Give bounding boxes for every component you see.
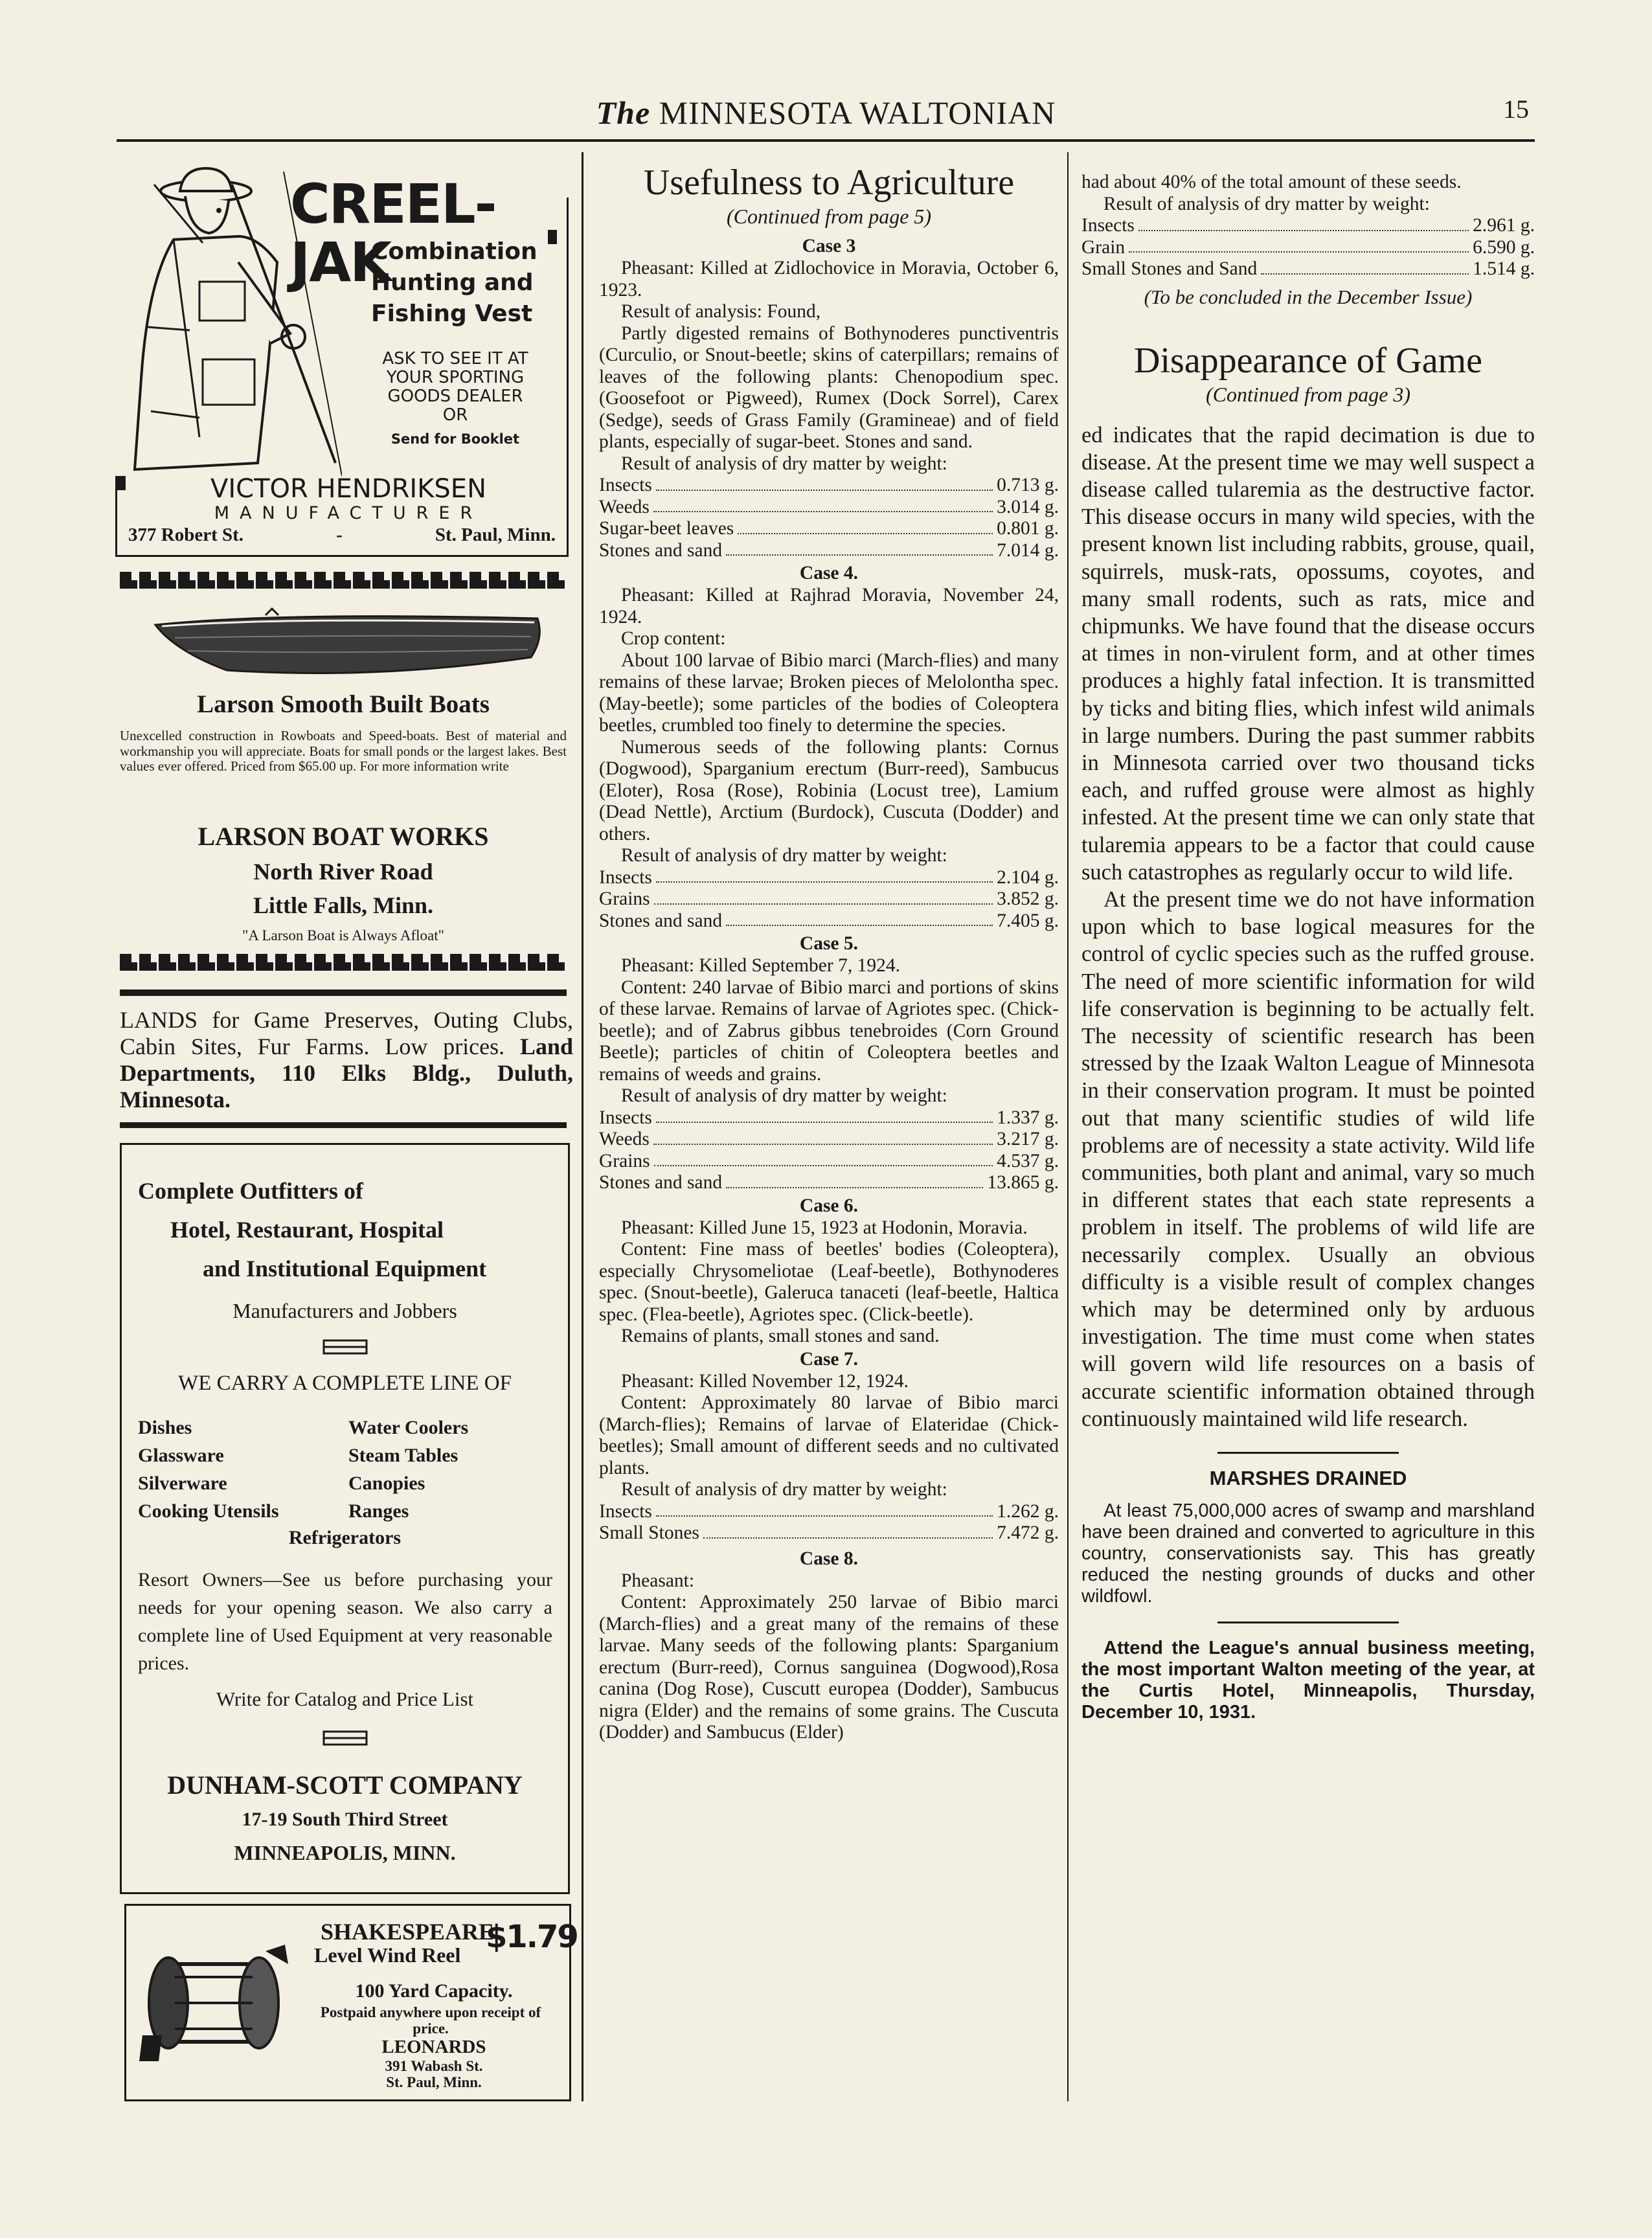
leader-dots	[656, 1501, 993, 1517]
analysis-row	[599, 540, 1059, 562]
analysis-row	[599, 497, 1059, 519]
article-title: Usefulness to Agriculture	[643, 163, 1015, 203]
case-heading: Case 8.	[799, 1548, 859, 1569]
reel-street: 391 Wabash St.	[385, 2058, 483, 2074]
lands-ad	[120, 1007, 573, 1113]
analysis-row	[599, 1107, 1059, 1129]
continued-note: (Continued from page 5)	[726, 205, 932, 228]
row-label: Weeds	[599, 496, 650, 517]
tagline-line: Fishing Vest	[371, 300, 533, 327]
creel-address-dash: -	[336, 525, 343, 545]
paragraph: Result of analysis of dry matter by weight:	[621, 1085, 947, 1106]
leader-dots	[1129, 237, 1469, 253]
reel-model: Level Wind Reel	[314, 1943, 461, 1967]
row-label: Insects	[599, 1500, 652, 1522]
dunham-line1: Complete Outfitters of	[138, 1178, 363, 1204]
masthead-prefix: The	[596, 95, 651, 131]
paragraph: Pheasant:	[621, 1570, 695, 1591]
analysis-row	[1081, 215, 1535, 237]
creel-jak-tagline	[371, 236, 539, 330]
paragraph: Result of analysis of dry matter by weight:	[1103, 193, 1430, 214]
dunham-line3: and Institutional Equipment	[203, 1256, 487, 1282]
concluded-note: (To be concluded in the December Issue)	[1144, 285, 1473, 308]
item: Water Coolers	[348, 1417, 469, 1438]
paragraph: Result of analysis of dry matter by weight:	[621, 1479, 947, 1500]
analysis-row	[1081, 237, 1535, 259]
analysis-row	[599, 475, 1059, 497]
item: Canopies	[348, 1473, 425, 1494]
paragraph: About 100 larvae of Bibio marci (March-flies) and many remains of these larvae; Broken pieces of Melolontha spec. (May-beetle); some particles of the bodies of Coleoptera beetles, crumbled too finely to determine the species.	[599, 650, 1059, 736]
item: Refrigerators	[288, 1527, 402, 1548]
paragraph: had about 40% of the total amount of these seeds.	[1081, 172, 1462, 192]
ask-line: OR	[442, 405, 468, 425]
ask-line: ASK TO SEE IT AT	[382, 349, 528, 368]
analysis-row	[599, 910, 1059, 932]
row-label: Insects	[1081, 215, 1135, 236]
tagline-line: Combination	[371, 238, 537, 265]
ornament-icon	[322, 1729, 368, 1747]
row-value: 3.217 g.	[997, 1129, 1059, 1149]
creel-jak-role: MANUFACTURER	[214, 503, 483, 523]
analysis-row	[599, 888, 1059, 910]
leader-dots	[654, 1151, 993, 1167]
masthead	[0, 94, 1652, 131]
creel-jak-brand: CREEL-JAK	[290, 172, 496, 294]
page-number: 15	[1503, 95, 1529, 124]
item: Cooking Utensils	[138, 1500, 279, 1522]
row-value: 7.405 g.	[997, 910, 1059, 931]
case-heading: Case 7.	[799, 1348, 859, 1370]
ad-border-bottom	[115, 555, 569, 557]
row-value: 2.104 g.	[997, 866, 1059, 888]
paragraph: Pheasant: Killed at Rajhrad Moravia, November 24, 1924.	[599, 585, 1059, 627]
paragraph: At the present time we do not have information upon which to base logical measures for the control of cyclic species such as the ruffed grouse. The need of more scientific information for wild life conservation is beginning to be actually felt. The necessity of scientific research has been stressed by the Izaak Walton League of Minnesota in their conservation program. It must be pointed out that many scientific studies of wild life problems are of necessity a state activity. Wild life communities, both plant and animal, vary so much in different states that each state represents a problem in itself. The problems of wild life are necessarily complex. Usually an obvious difficulty is a visible result of complex changes which may be determined only by arduous investigation. The time must come when states will govern wild life resources on a basis of accurate scientific information obtained through continuously maintained wild life research.	[1081, 887, 1535, 1431]
row-value: 0.713 g.	[997, 475, 1059, 495]
article-usefulness	[599, 162, 1059, 1744]
creel-city: St. Paul, Minn.	[435, 525, 556, 545]
dunham-city: MINNEAPOLIS, MINN.	[234, 1841, 456, 1864]
lands-text: LANDS for Game Preserves, Outing Clubs, Cabin Sites, Fur Farms. Low prices.	[120, 1007, 573, 1059]
dunham-line4: Manufacturers and Jobbers	[232, 1299, 457, 1322]
paragraph: Content: Fine mass of beetles' bodies (Coleoptera), especially Chrysomeliotae (Leaf-beetle), Bothynoderes spec. (Snout-beetle), Galeruca tanaceti (leaf-beetle, Haltica spec. (Flea-beetle), Agriotes spec. (Click-beetle).	[599, 1239, 1059, 1325]
column-divider-right	[1067, 152, 1069, 2101]
row-label: Grains	[599, 888, 650, 909]
tagline-line: Hunting and	[371, 269, 534, 296]
item: Ranges	[348, 1500, 409, 1522]
row-label: Stones and sand	[599, 1172, 723, 1193]
dunham-company: DUNHAM-SCOTT COMPANY	[167, 1770, 523, 1800]
lands-address: Land Departments, 110 Elks Bldg., Duluth, Minnesota.	[120, 1034, 573, 1113]
heavy-rule	[120, 1122, 567, 1128]
heavy-rule	[120, 989, 567, 996]
leader-dots	[1261, 258, 1469, 275]
dunham-carry: WE CARRY A COMPLETE LINE OF	[178, 1372, 512, 1395]
shakespeare-ad	[124, 1904, 578, 2101]
ornament-icon	[322, 1338, 368, 1356]
reel-brand: SHAKESPEARE	[321, 1919, 495, 1945]
row-value: 1.262 g.	[997, 1500, 1059, 1522]
leader-dots	[703, 1522, 993, 1539]
row-label: Grains	[599, 1150, 650, 1171]
paragraph: Pheasant: Killed June 15, 1923 at Hodonin, Moravia.	[621, 1217, 1028, 1238]
row-value: 1.514 g.	[1473, 258, 1535, 279]
section-rule	[1217, 1622, 1399, 1623]
row-value: 1.337 g.	[997, 1107, 1059, 1128]
leader-dots	[1138, 215, 1469, 231]
creel-jak-ad	[115, 165, 569, 557]
header-rule	[117, 139, 1535, 142]
reel-postpaid: Postpaid anywhere upon receipt of price.	[320, 2004, 541, 2037]
row-label: Sugar-beet leaves	[599, 518, 734, 539]
row-value: 2.961 g.	[1473, 215, 1535, 236]
paragraph: Crop content:	[621, 628, 726, 649]
paragraph: Partly digested remains of Bothynoderes punctiventris (Curculio, or Snout-beetle; skins of caterpillars; remains of leaves of the following plants: Chenopodium spec. (Goosefoot or Pigweed), Rumex (Dock Sorrel), Carex (Sedge), seeds of Grass Family (Gramineae) and of field plants, especially of sugar-beet. Stones and sand.	[599, 322, 1059, 452]
analysis-row	[599, 867, 1059, 889]
reel-seller: LEONARDS	[381, 2037, 486, 2057]
case-heading: Case 3	[802, 236, 856, 256]
larson-title: Larson Smooth Built Boats	[197, 690, 490, 718]
case-heading: Case 4.	[799, 563, 859, 583]
item: Dishes	[138, 1417, 192, 1438]
corner-mark	[117, 476, 126, 490]
section-rule	[1217, 1452, 1399, 1454]
row-value: 0.801 g.	[997, 518, 1059, 539]
masthead-title: MINNESOTA WALTONIAN	[659, 95, 1056, 131]
row-label: Insects	[599, 475, 652, 495]
dunham-resort: Resort Owners—See us before purchasing your needs for your opening season. We also carry a complete line of Used Equipment at very reasonable prices.	[138, 1569, 552, 1674]
paragraph: At least 75,000,000 acres of swamp and marshland have been drained and converted to agriculture in this country, conservationists say. This has greatly reduced the nesting grounds of ducks and other wildfowl.	[1081, 1500, 1535, 1607]
right-column	[1081, 172, 1535, 1723]
leader-dots	[726, 910, 993, 927]
row-label: Grain	[1081, 236, 1126, 258]
continued-note: (Continued from page 3)	[1205, 382, 1411, 406]
leader-dots	[738, 518, 993, 534]
row-label: Stones and sand	[599, 910, 723, 931]
row-label: Stones and sand	[599, 539, 723, 561]
item: Glassware	[138, 1445, 224, 1466]
paragraph: Content: 240 larvae of Bibio marci and portions of skins of these larvae. Remains of larvae of Agriotes spec. (Chick-beetle); and of Zabrus gibbus tenebroides (Corn Ground Beetle); particles of chitin of Coleoptera beetles and remains of weeds and grains.	[599, 977, 1059, 1085]
checker-border-top	[120, 572, 567, 589]
analysis-row	[599, 1172, 1059, 1194]
analysis-row	[599, 518, 1059, 540]
creel-jak-maker: VICTOR HENDRIKSEN	[210, 474, 486, 504]
paragraph: Pheasant: Killed at Zidlochovice in Moravia, October 6, 1923.	[599, 258, 1059, 300]
shakespeare-name	[321, 1920, 494, 1943]
larson-road: North River Road	[253, 859, 433, 885]
reel-capacity: 100 Yard Capacity.	[355, 1980, 513, 2002]
ask-line: GOODS DEALER	[387, 387, 523, 406]
paragraph: Result of analysis of dry matter by weight:	[621, 845, 947, 866]
dunham-write: Write for Catalog and Price List	[216, 1688, 474, 1710]
marshes-title: MARSHES DRAINED	[1209, 1467, 1407, 1490]
row-value: 7.472 g.	[997, 1522, 1059, 1543]
case-heading: Case 6.	[799, 1195, 859, 1216]
row-value: 7.014 g.	[997, 539, 1059, 561]
row-value: 3.014 g.	[997, 496, 1059, 517]
larson-slogan: "A Larson Boat is Always Afloat"	[242, 927, 444, 944]
larson-town: Little Falls, Minn.	[253, 892, 433, 918]
item: Steam Tables	[348, 1445, 458, 1466]
creel-jak-address	[128, 525, 556, 546]
leader-dots	[653, 497, 993, 513]
checker-border-bottom	[120, 954, 567, 971]
leader-dots	[726, 1172, 983, 1188]
analysis-table	[599, 475, 1059, 561]
paragraph: Result of analysis: Found,	[621, 301, 821, 322]
analysis-table	[599, 1107, 1059, 1194]
paragraph: Numerous seeds of the following plants: Cornus (Dogwood), Sparganium erectum (Burr-reed), Sambucus (Eloter), Rosa (Rose), Robinia (Locust tree), Lamium (Dead Nettle), Arctium (Burdock), Cuscuta (Dodder) and others.	[599, 736, 1059, 844]
paragraph: Result of analysis of dry matter by weight:	[621, 453, 947, 474]
boat-illustration	[149, 599, 550, 683]
row-value: 3.852 g.	[997, 888, 1059, 909]
meeting-notice: Attend the League's annual business meeting, the most important Walton meeting of the year, at the Curtis Hotel, Minneapolis, Thursday, December 10, 1931.	[1081, 1638, 1535, 1723]
larson-body: Unexcelled construction in Rowboats and Speed-boats. Best of material and workmanship you will appreciate. Boats for small ponds or the largest lakes. Best values ever offered. Priced from $65.00 up. For more information write	[120, 728, 567, 774]
row-label: Weeds	[599, 1129, 650, 1149]
row-value: 13.865 g.	[987, 1172, 1059, 1193]
analysis-row	[599, 1151, 1059, 1173]
row-value: 6.590 g.	[1473, 236, 1535, 258]
paragraph: ed indicates that the rapid decimation is due to disease. At the present time we may well suspect a disease called tularemia as the destructive factor. This disease occurs in many wild species, with the present known list including rabbits, grouse, quail, squirrels, musk-rats, opossums, coyotes, and many small rodents, such as rats, mice and chipmunks. We have found that the disease occurs at times in non-virulent form, and at other times produces a highly fatal infection. It is transmitted by ticks and biting flies, which infest wild animals in large numbers. During the past summer rabbits in Minnesota carried over two thousand ticks each, and ruffed grouse were almost as highly infested. At the present time we can only state that tularemia appears to be a factor that could cause such catastrophes as regularly occur to wild life.	[1081, 422, 1535, 885]
row-label: Small Stones	[599, 1522, 699, 1543]
creel-street: 377 Robert St.	[128, 525, 244, 545]
leader-dots	[654, 888, 993, 905]
reel-city: St. Paul, Minn.	[386, 2074, 482, 2090]
paragraph: Remains of plants, small stones and sand.	[621, 1326, 940, 1346]
paragraph: Pheasant: Killed November 12, 1924.	[621, 1370, 909, 1392]
send-for-booklet: Send for Booklet	[390, 431, 520, 447]
row-label: Insects	[599, 866, 652, 888]
row-label: Insects	[599, 1107, 652, 1128]
analysis-row	[599, 1501, 1059, 1523]
article-title: Disappearance of Game	[1134, 340, 1482, 381]
row-value: 4.537 g.	[997, 1150, 1059, 1171]
dunham-street: 17-19 South Third Street	[242, 1809, 448, 1830]
analysis-row	[1081, 258, 1535, 280]
leader-dots	[656, 867, 993, 883]
analysis-row	[599, 1522, 1059, 1544]
analysis-table	[1081, 215, 1535, 280]
analysis-table	[599, 867, 1059, 932]
dunham-line2: Hotel, Restaurant, Hospital	[170, 1217, 444, 1243]
ask-line: YOUR SPORTING	[386, 368, 525, 387]
dunham-scott-ad	[120, 1143, 570, 1894]
column-divider-left	[582, 152, 583, 2101]
reel-illustration	[136, 1938, 291, 2074]
reel-price: $1.79	[486, 1919, 578, 1955]
analysis-table	[599, 1501, 1059, 1544]
larson-company: LARSON BOAT WORKS	[198, 822, 489, 851]
leader-dots	[726, 540, 993, 556]
paragraph: Content: Approximately 80 larvae of Bibio marci (March-flies); Remains of larvae of Elateridae (Chick-beetles); Small amount of different seeds and no cultivated plants.	[599, 1392, 1059, 1478]
creel-jak-ask	[358, 350, 552, 449]
analysis-row	[599, 1129, 1059, 1151]
dunham-items-right	[348, 1414, 468, 1525]
paragraph: Pheasant: Killed September 7, 1924.	[621, 955, 900, 976]
item: Silverware	[138, 1473, 227, 1494]
reel-address	[308, 2058, 560, 2090]
leader-dots	[656, 1107, 993, 1124]
row-label: Small Stones and Sand	[1081, 258, 1258, 279]
leader-dots	[653, 1129, 993, 1145]
case-heading: Case 5.	[799, 933, 859, 954]
dunham-items-left	[138, 1414, 279, 1525]
leader-dots	[656, 475, 993, 491]
paragraph: Content: Approximately 250 larvae of Bibio marci (March-flies) and a great many of the remains of these larvae. Many seeds of the following plants: Sparganium erectum (Burr-reed), Cornus sanguinea (Dogwood),Rosa canina (Dog Rose), Cuscutt europea (Dodder), Sambucus nigra (Elder) and the remains of some grains. The Cuscuta (Dodder) and Sambucus (Elder)	[599, 1592, 1059, 1743]
